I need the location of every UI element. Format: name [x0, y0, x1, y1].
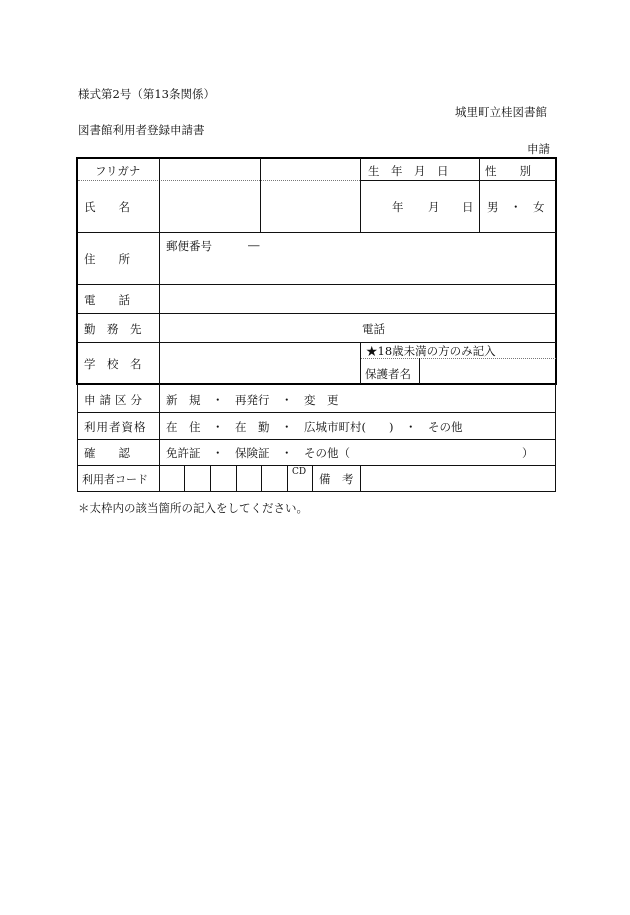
- label-column-divider: [159, 158, 160, 491]
- code-box-5: [287, 465, 288, 491]
- form-number: 様式第2号（第13条関係）: [78, 87, 215, 101]
- minor-note: ★18歳未満の方のみ記入: [366, 344, 496, 358]
- furigana-label: フリガナ: [95, 164, 141, 178]
- user-code-label: 利用者コード: [82, 473, 148, 486]
- qualification-label: 利用者資格: [84, 420, 147, 434]
- gender-options[interactable]: 男 ・ 女: [487, 200, 545, 214]
- lower-frame-right: [555, 384, 556, 492]
- birth-month-unit: 月: [428, 200, 440, 214]
- library-name: 城里町立桂図書館: [455, 105, 547, 119]
- remarks-label: 備 考: [319, 472, 354, 486]
- frame-top: [76, 157, 557, 159]
- footer-note: ＊太枠内の該当箇所の記入をしてください。: [78, 501, 308, 515]
- birth-year-unit: 年: [392, 200, 404, 214]
- check-digit-label: CD: [292, 467, 307, 477]
- code-box-2: [210, 465, 211, 491]
- frame-bottom: [76, 383, 557, 385]
- guardian-label-divider: [419, 358, 420, 384]
- row-line-phone: [78, 313, 556, 314]
- lower-frame-left: [77, 384, 78, 492]
- code-box-cd: [312, 465, 313, 491]
- furigana-split-divider: [260, 158, 261, 232]
- apply-label: 申請: [527, 142, 550, 156]
- confirm-options[interactable]: 免許証 ・ 保険証 ・ その他（: [166, 446, 350, 460]
- gender-column-divider: [479, 158, 480, 232]
- school-guardian-divider: [360, 342, 361, 384]
- apply-category-label: 申請区分: [84, 393, 146, 407]
- confirm-label: 確 認: [84, 446, 130, 460]
- guardian-label: 保護者名: [365, 367, 411, 381]
- qualification-options[interactable]: 在 住 ・ 在 勤 ・ 広城市町村( ) ・ その他: [166, 420, 463, 434]
- confirm-close-paren: ）: [522, 446, 534, 460]
- frame-right: [555, 157, 557, 385]
- apply-category-options[interactable]: 新 規 ・ 再発行 ・ 変 更: [166, 393, 339, 407]
- form-title: 図書館利用者登録申請書: [78, 123, 205, 137]
- row-line-address: [78, 284, 556, 285]
- row-line-confirm: [77, 465, 556, 466]
- row-line-code: [77, 491, 556, 492]
- code-box-1: [184, 465, 185, 491]
- code-box-3: [236, 465, 237, 491]
- birth-day-unit: 日: [462, 200, 474, 214]
- row-line-apply: [77, 412, 556, 413]
- birth-date-label: 生 年 月 日: [368, 164, 449, 178]
- gender-label: 性 別: [485, 164, 531, 178]
- phone-label: 電 話: [84, 293, 130, 307]
- workplace-label: 勤 務 先: [84, 322, 142, 336]
- address-label: 住 所: [84, 252, 130, 266]
- birth-column-divider: [360, 158, 361, 232]
- postal-code-dash: ―: [248, 238, 260, 252]
- row-line-name: [78, 232, 556, 233]
- code-box-4: [261, 465, 262, 491]
- row-line-qualification: [77, 439, 556, 440]
- postal-code-label: 郵便番号: [166, 239, 212, 253]
- name-label: 氏 名: [84, 200, 130, 214]
- school-label: 学 校 名: [84, 357, 142, 371]
- row-line-furigana-right: [360, 180, 556, 181]
- furigana-input[interactable]: [161, 159, 259, 179]
- name-input[interactable]: [161, 181, 259, 231]
- frame-left: [76, 157, 78, 385]
- work-phone-label: 電話: [362, 322, 385, 336]
- remarks-label-divider: [360, 465, 361, 491]
